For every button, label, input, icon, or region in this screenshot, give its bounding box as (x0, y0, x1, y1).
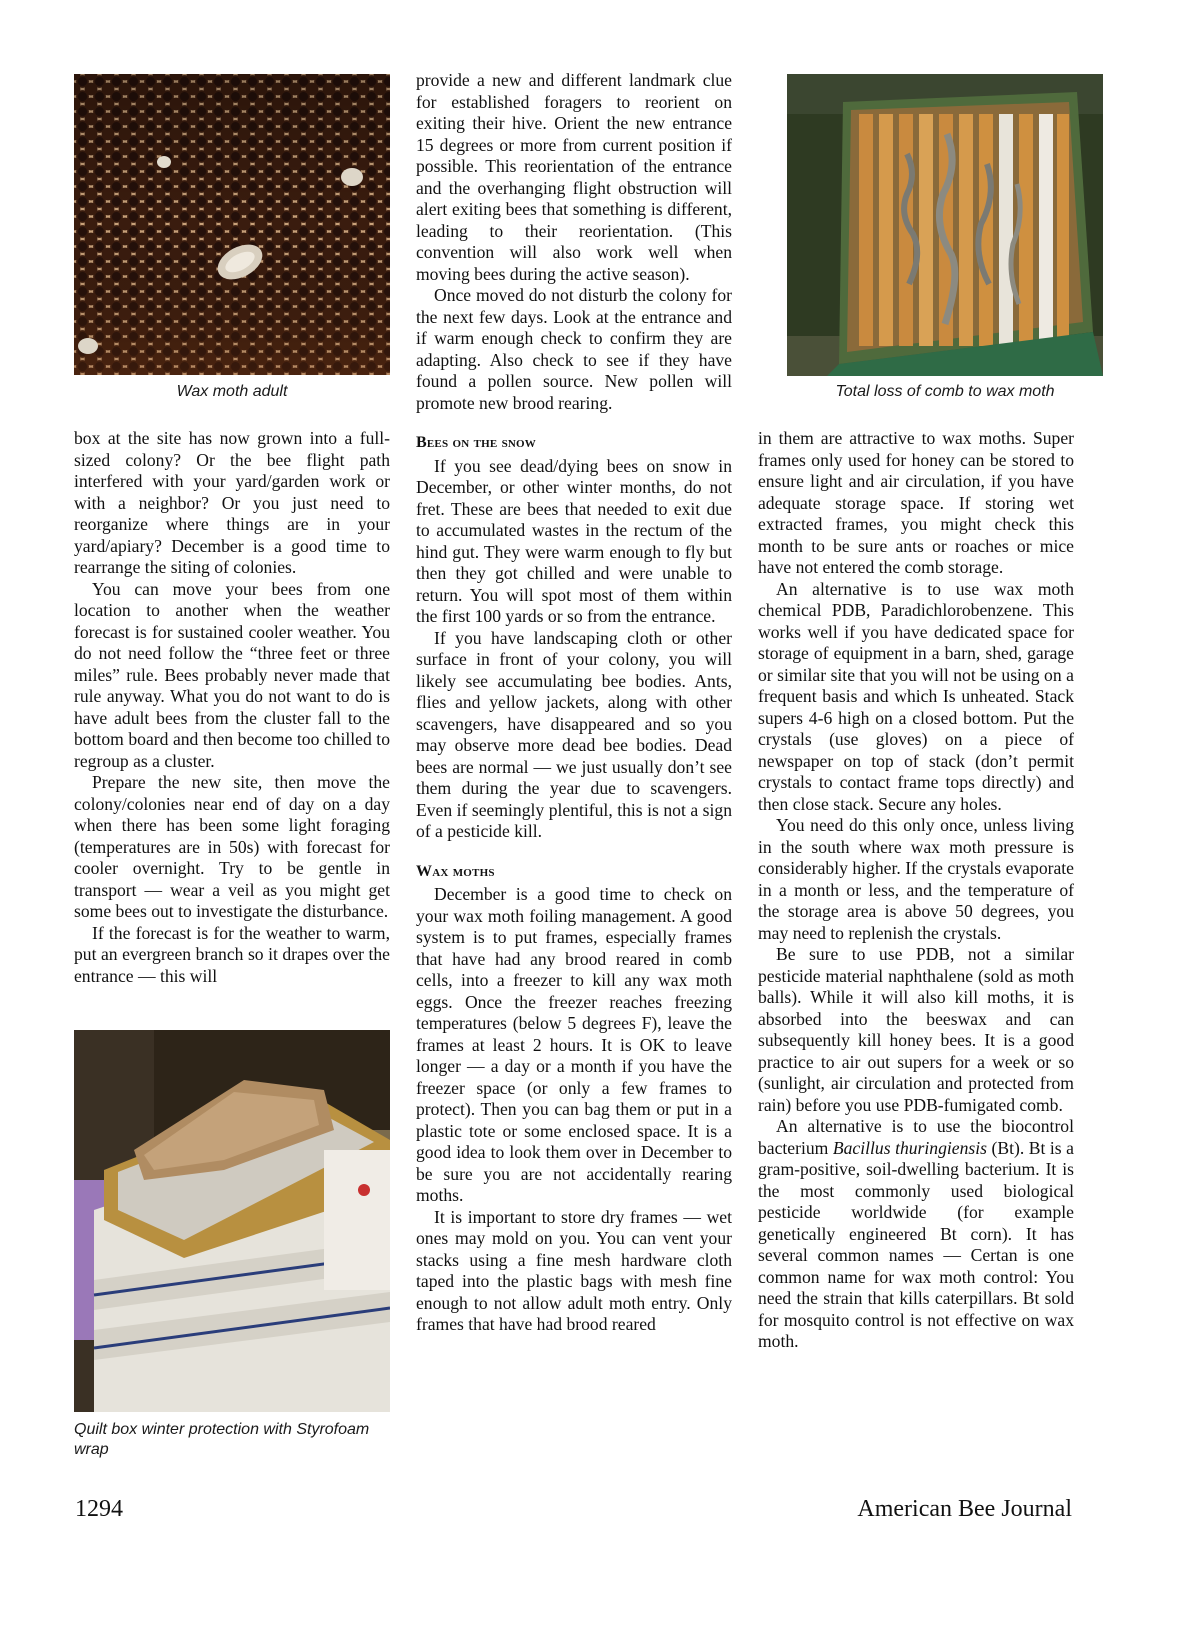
total-loss-caption: Total loss of comb to wax moth (835, 383, 1055, 400)
col1-paragraph-2: You can move your bees from one location to another when the weather forecast is for sustained cooler weather. You do not need follow the “three feet or three miles” rule. Bees probably never made that rule anyway. What you do not want to do is have adult bees from the cluster fall to the bottom board and then become too chilled to regroup as a cluster. (74, 578, 390, 771)
col1-paragraph-1: box at the site has now grown into a full-sized colony? Or the bee flight path interfered with your yard/garden work or with a neighbor? Or you just need to reorganize where things are in your yard/apiary? December is a good time to rearrange the siting of colonies. (74, 428, 390, 577)
quilt-box-photo (74, 1030, 390, 1412)
column-1-text (74, 428, 390, 987)
heading-bees-on-snow: Bees on the snow (416, 434, 537, 451)
species-name: Bacillus thuringiensis (832, 1137, 987, 1158)
column-3-text (758, 428, 1074, 1353)
col3-paragraph-5-end: (Bt). Bt is a gram-positive, soil-dwelling bacterium. It is the most commonly used biological pesticide worldwide (for example genetically engineered Bt corn). It has several common names — Certan is one common name for wax moth control: You need the strain that kills caterpillars. Bt sold for mosquito control is not effective on wax moth. (758, 1137, 1074, 1351)
page-number: 1294 (75, 1496, 123, 1522)
col2-paragraph-6: It is important to store dry frames — wet ones may mold on you. You can vent your stacks using a fine mesh hardware cloth taped into the plastic bags with mesh fine enough to not allow adult moth entry. Only frames that have had brood reared (416, 1206, 732, 1334)
col3-paragraph-5-start: An alternative is to use the biocontrol bacterium (758, 1116, 1074, 1158)
col2-paragraph-4: If you have landscaping cloth or other surface in front of your colony, you will likely see accumulating bee bodies. Ants, flies and yellow jackets, along with other scavengers, have disappeared and so you may observe more dead bee bodies. Dead bees are normal — we just usually don’t see them during the year due to scavengers. Even if seemingly plentiful, this is not a sign of a pesticide kill. (416, 627, 732, 841)
col2-paragraph-3: If you see dead/dying bees on snow in December, or other winter months, do not fret. These are bees that needed to exit due to accumulated wastes in the rectum of the hind gut. They were warm enough to fly but then they got chilled and were unable to return. You will spot most of them within the first 100 yards or so from the entrance. (416, 455, 732, 626)
col2-paragraph-2: Once moved do not disturb the colony for the next few days. Look at the entrance and if warm enough check to confirm they are adapting. Also check to see if they have found a pollen source. New pollen will promote new brood rearing. (416, 285, 732, 413)
total-loss-photo (787, 74, 1103, 376)
journal-name: American Bee Journal (857, 1496, 1072, 1522)
heading-wax-moths: Wax moths (416, 862, 495, 880)
wax-moth-adult-caption: Wax moth adult (176, 383, 288, 400)
col3-paragraph-4: Be sure to use PDB, not a similar pesticide material naphthalene (sold as moth balls). While it will also kill moths, it is absorbed into the beeswax and can subsequently kill honey bees. It is a good practice to air out supers for a week or so (sunlight, air circulation and protected from rain) before you use PDB-fumigated comb. (758, 944, 1074, 1115)
col2-paragraph-5: December is a good time to check on your wax moth foiling management. A good system is to put frames, especially frames that have had any brood reared in comb cells, into a freezer to kill any wax moth eggs. Once the freezer reaches freezing temperatures (below 5 degrees F), leave the frames at least 2 hours. It is OK to leave longer — a day or a month if you have the freezer space (or only a few frames to protect). Then you can bag them or put in a plastic tote or some enclosed space. It is a good idea to look them over in December to be sure you are not accidentally rearing moths. (416, 884, 732, 1205)
col3-paragraph-5 (758, 1116, 1074, 1353)
col3-paragraph-1: in them are attractive to wax moths. Super frames only used for honey can be stored to ensure light and air circulation, if you have adequate storage space. If storing wet extracted frames, you might check this month to be sure ants or roaches or mice have not entered the comb storage. (758, 428, 1074, 577)
wax-moth-adult-photo (74, 74, 390, 375)
col1-paragraph-3: Prepare the new site, then move the colony/colonies near end of day on a day when there has been some light foraging (temperatures are in 50s) with forecast for cooler overnight. Try to be gentle in transport — wear a veil as you might get some bees out to investigate the disturbance. (74, 772, 390, 921)
col1-paragraph-4: If the forecast is for the weather to warm, put an evergreen branch so it drapes over the entrance — this will (74, 922, 390, 986)
column-2-text (416, 70, 732, 1336)
col3-paragraph-3: You need do this only once, unless living in the south where wax moth pressure is considerably higher. If the crystals evaporate in a month or less, and the temperature of the storage area is above 50 degrees, you may need to replenish the crystals. (758, 815, 1074, 943)
col3-paragraph-2: An alternative is to use wax moth chemical PDB, Paradichlorobenzene. This works well if you have dedicated space for storage of equipment in a barn, shed, garage or similar site that you will not be using on a frequent basis and which Is unheated. Stack supers 4-6 high on a closed bottom. Put the crystals (use gloves) on a piece of newspaper on top of stack (don’t permit crystals to contact frame tops directly) and then close stack. Secure any holes. (758, 578, 1074, 814)
quilt-box-caption: Quilt box winter protection with Styrofoam wrap (74, 1421, 370, 1458)
col2-paragraph-1: provide a new and different landmark clue for established foragers to reorient on exiting their hive. Orient the new entrance 15 degrees or more from current position if possible. This reorientation of the entrance and the overhanging flight obstruction will alert exiting bees that something is different, leading to their reorientation. (This convention will also work well when moving bees during the active season). (416, 70, 732, 284)
